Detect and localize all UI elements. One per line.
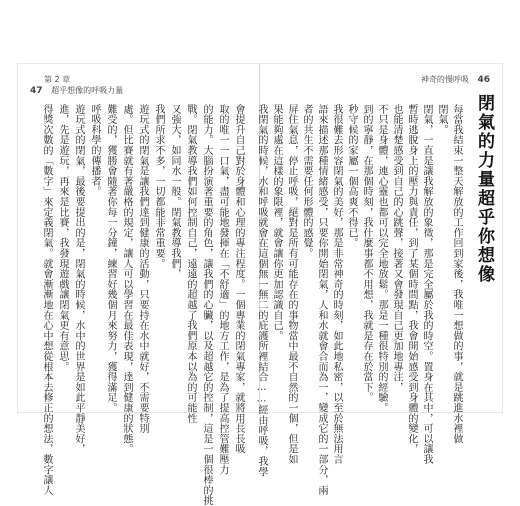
text-column: 也能清楚感受到自己的心跳聲，接著又會發現自己更加地專注，: [391, 104, 402, 393]
text-column: 我閉氣的時候，水和呼吸就會在這個無一無二的庇護所裡結合……經由呼吸，我學: [256, 104, 267, 477]
text-column: 每當我結束一整天解放的工作回到家後，我唯一想做的事，就是跳進水裡做: [451, 104, 462, 444]
text-column: 遊玩式的閉氣是讓我們達到健康的活動，只要持在水中就好，不需要特別: [137, 104, 148, 434]
running-title-left: 超乎想像的呼吸力量: [51, 86, 124, 95]
text-column: 我很難去形容閉氣的美好，那是非常神奇的時刻，如此地私密，以至於無法用言: [331, 104, 342, 465]
text-column: 遊玩式的閉氣，最後要提出的是，閉氣的時候，水中的世界是如此平靜美好，: [73, 104, 84, 455]
text-column: 又強大，如同水一般。閉氣教導我們，: [169, 104, 180, 280]
text-column: 到的寧靜，在那個時刻，我什麼事都不用想，我就是存在於當下。: [361, 104, 372, 403]
left-page-header: [30, 74, 123, 96]
book-spread: [18, 64, 502, 506]
running-title-right: 神奇的慢呼吸: [420, 75, 469, 84]
text-column: 果能夠處在這樣的象限裡，就會讓你更加認識自己。: [271, 104, 282, 341]
text-column: 秒守候的家屬一個高爽不得已。: [346, 104, 357, 249]
text-column: 難受的，獲勝會隨著你每一分鐘，練習好幾個月來努力，獲得滿足。: [105, 104, 116, 413]
text-column: 的能力。大腦扮演著重要的角色，讓我們的心臟，以及超越它的控制，這是一個很棒的挑: [201, 104, 212, 506]
text-column: 戰。閉氣教導我們如何控制自己，遠遠的超越了我們原本以為的可能性: [185, 104, 196, 424]
chapter-label: 第 2 章: [44, 75, 71, 84]
page-number-left: 47: [30, 86, 43, 96]
text-column: 閉氣。: [436, 104, 447, 135]
text-column: 不只是身體，連心靈也都可以完全地放鬆。那是一種很特別的經驗。: [376, 104, 387, 413]
chapter-section-title: 閉氣的力量超乎你想像: [474, 94, 494, 284]
text-column: 得獎次數的「數字」來定義閉氣。就會漸漸地在心中想從根本去修正的想法，數字讓人: [41, 104, 52, 496]
text-column: 暫時逃脫身上的壓力與責任，到了某個時間點，我會開始感受到身體的變化，: [406, 104, 417, 455]
right-page-header: [421, 74, 490, 85]
text-column: 進，先是遊玩，再來是比賽，我發現遊戲讓閉氣更有意思。: [57, 104, 68, 372]
text-column: 呼吸科學的傳播者。: [89, 104, 100, 197]
right-page: [256, 64, 502, 496]
text-column: 我們所求不多，一切都能非常重要。: [153, 104, 164, 269]
left-page: [18, 64, 260, 506]
text-column: 語來描述那種情緒感受，只要你開始閉氣，人和水就會合而為一，變成它的一部分，兩: [316, 104, 327, 496]
text-column: 取的唯一一口氣，盡可能地發揮在「不舒適」的地方工作，是為了提高控管難壓力: [217, 104, 228, 475]
text-column: 處。但比賽就有著嚴格的規定，讓人可以學習在最佳表現，達到健康的狀態。: [121, 104, 132, 455]
page-number-right: 46: [477, 75, 490, 85]
text-column: 者的共生不需要任何形體的感覺。: [301, 104, 312, 259]
text-column: 閉氣，一直是讓我解放的象徵，那是完全屬於我的時空。置身在其中，可以讓我: [421, 104, 432, 465]
text-column: 屏住氣息，停止呼吸，絕對是所有可能存在的事物當中最不自然的一個，但是如: [286, 104, 297, 465]
text-column: 會提升自己對於身體和心理的專注程度。一個專業的閉氣專家，就將用長長吸: [233, 104, 244, 455]
